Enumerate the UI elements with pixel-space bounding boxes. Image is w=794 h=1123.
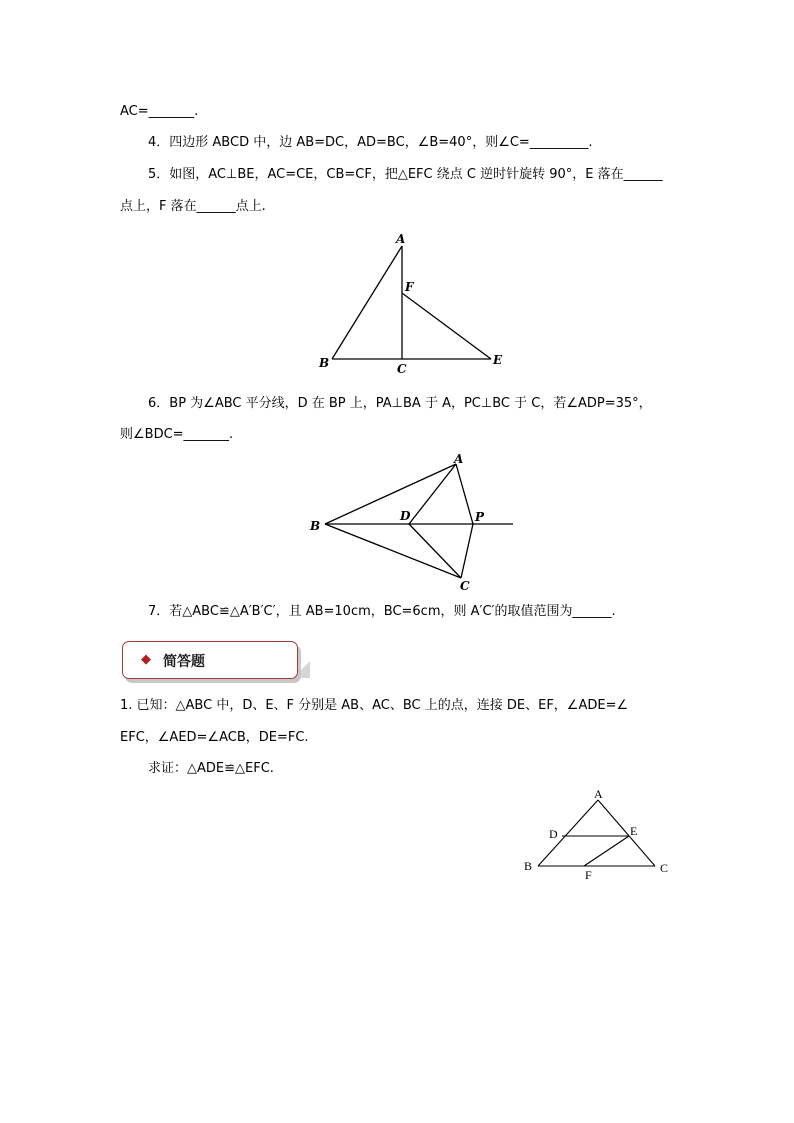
- label-E: E: [630, 824, 638, 838]
- diamond-icon: ◆: [141, 652, 151, 667]
- label-A: A: [594, 787, 603, 801]
- figure-triangle-def: [518, 780, 678, 880]
- line-ac-blank: AC=_______.: [120, 104, 199, 119]
- question-7: 7．若△ABC≌△A′B′C′，且 AB=10cm，BC=6cm，则 A′C′的取值范围为______.: [148, 604, 616, 619]
- label-P: P: [475, 510, 485, 524]
- label-C: C: [460, 579, 470, 593]
- question-5-line1: 5．如图，AC⊥BE，AC=CE，CB=CF，把△EFC 绕点 C 逆时针旋转 90°，E 落在______: [148, 167, 663, 182]
- label-B: B: [319, 356, 330, 370]
- label-F: F: [585, 868, 592, 882]
- question-6-line1: 6．BP 为∠ABC 平分线，D 在 BP 上，PA⊥BA 于 A，PC⊥BC 于 C，若∠ADP=35°，: [148, 396, 652, 411]
- label-C: C: [660, 861, 669, 875]
- section-title: 简答题: [163, 654, 205, 670]
- label-C: C: [397, 362, 407, 376]
- label-D: D: [549, 827, 558, 841]
- section-header-shadow: [296, 658, 310, 678]
- label-B: B: [310, 519, 321, 533]
- question-1-line2: EFC，∠AED=∠ACB，DE=FC.: [120, 730, 309, 745]
- figure-rotation-triangle: [310, 228, 510, 378]
- label-A: A: [454, 452, 464, 466]
- question-1-line1: 1. 已知：△ABC 中，D、E、F 分别是 AB、AC、BC 上的点，连接 DE、EF，∠ADE=∠: [120, 698, 629, 713]
- question-5-line2: 点上，F 落在______点上.: [120, 199, 266, 214]
- figure-angle-bisector: [305, 448, 525, 598]
- label-B: B: [524, 859, 533, 873]
- question-1-prove: 求证：△ADE≌△EFC.: [148, 761, 274, 776]
- label-D: D: [400, 509, 411, 523]
- section-header-short-answer: [122, 641, 298, 679]
- question-4: 4．四边形 ABCD 中，边 AB=DC，AD=BC，∠B=40°，则∠C=_________.: [148, 135, 593, 150]
- label-A: A: [396, 232, 406, 246]
- label-E: E: [493, 353, 503, 367]
- label-F: F: [405, 280, 414, 294]
- question-6-line2: 则∠BDC=_______.: [120, 427, 234, 442]
